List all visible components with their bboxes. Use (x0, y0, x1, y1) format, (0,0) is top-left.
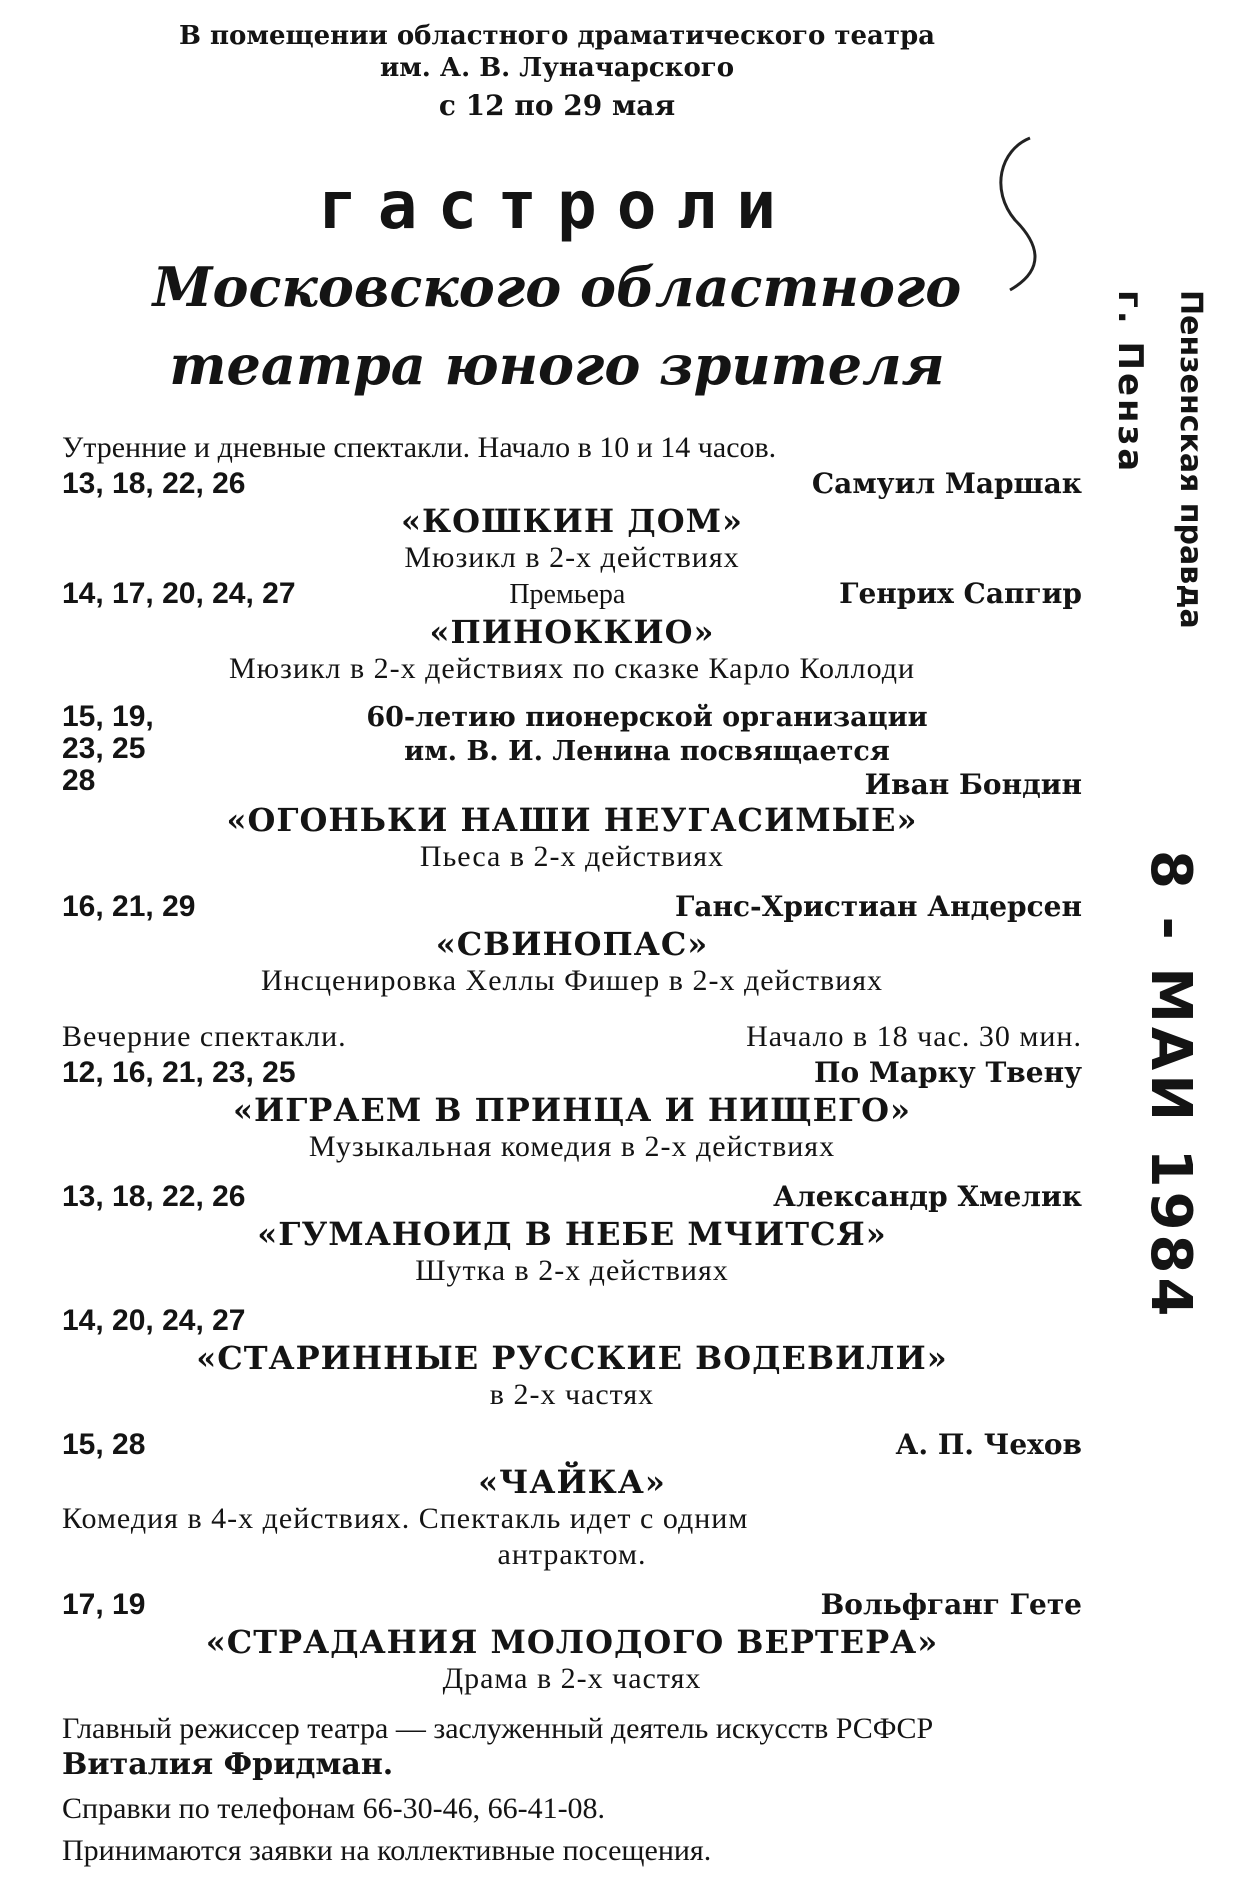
show-dates: 16, 21, 29 (62, 890, 196, 923)
show-title: «СТРАДАНИЯ МОЛОДОГО ВЕРТЕРА» (205, 1623, 939, 1661)
header-theatre-name: им. А. В. Луначарского (379, 53, 735, 83)
show-title: «ИГРАЕМ В ПРИНЦА И НИЩЕГО» (232, 1091, 912, 1129)
show-description: Шутка в 2-х действиях (415, 1254, 729, 1287)
premiere-label: Премьера (509, 579, 626, 610)
show-description: Мюзикл в 2-х действиях (404, 541, 740, 574)
footer-orders: Принимаются заявки на коллективные посещения. (62, 1834, 712, 1867)
show-title: «СВИНОПАС» (435, 925, 709, 963)
evening-intro (22, 1019, 1092, 1055)
show-author: А. П. Чехов (895, 1428, 1082, 1461)
evening-intro-left: Вечерние спектакли. (62, 1020, 347, 1053)
show-chaika (22, 1427, 1092, 1573)
show-author: Вольфганг Гете (820, 1588, 1082, 1621)
stamp-newspaper: Пензенская правда (1173, 290, 1208, 629)
show-ogonki (22, 701, 1092, 875)
show-author: Александр Хмелик (773, 1180, 1082, 1213)
evening-intro-right: Начало в 18 час. 30 мин. (746, 1020, 1082, 1053)
tour-title: гастроли (318, 167, 796, 244)
show-gumanoid (22, 1179, 1092, 1289)
show-koshkin-dom (22, 466, 1092, 576)
footer-phones: Справки по телефонам 66-30-46, 66-41-08. (62, 1792, 606, 1825)
show-title: «ГУМАНОИД В НЕБЕ МЧИТСЯ» (257, 1215, 887, 1253)
dedication-line2: им. В. И. Ленина посвящается (404, 736, 890, 767)
show-description-line2: антрактом. (497, 1538, 647, 1571)
show-description: в 2-х частях (489, 1378, 655, 1411)
show-description: Инсценировка Хеллы Фишер в 2-х действиях (260, 964, 884, 997)
show-dates: 14, 20, 24, 27 (62, 1304, 246, 1337)
morning-intro: Утренние и дневные спектакли. Начало в 10 и 14 часов. (62, 431, 777, 464)
show-author: Генрих Сапгир (839, 577, 1082, 610)
stamp-date: 8 - МАИ 1984 (1138, 850, 1203, 1321)
header-dates: с 12 по 29 мая (438, 89, 676, 122)
show-title: «СТАРИННЫЕ РУССКИЕ ВОДЕВИЛИ» (196, 1339, 948, 1377)
show-description: Пьеса в 2-х действиях (419, 840, 725, 873)
header-venue: В помещении областного драматического театра (178, 21, 936, 51)
director-text: Главный режиссер театра — заслуженный деятель искусств РСФСР (62, 1712, 934, 1745)
show-description: Мюзикл в 2-х действиях по сказке Карло Коллоди (228, 652, 916, 685)
show-dates: 13, 18, 22, 26 (62, 467, 246, 500)
show-dates: 14, 17, 20, 24, 27 (62, 577, 296, 610)
show-dates-line1: 15, 19, (62, 700, 154, 733)
show-dates: 17, 19 (62, 1588, 146, 1621)
director-name: Виталия Фридман. (62, 1747, 394, 1782)
show-dates-line2: 23, 25 (62, 732, 146, 765)
show-title: «КОШКИН ДОМ» (400, 502, 744, 540)
show-werther (22, 1587, 1092, 1697)
show-dates: 13, 18, 22, 26 (62, 1180, 246, 1213)
show-description-line1: Комедия в 4-х действиях. Спектакль идет с одним (62, 1502, 749, 1535)
show-dates: 15, 28 (62, 1428, 146, 1461)
show-author: По Марку Твену (814, 1056, 1082, 1089)
show-title: «ОГОНЬКИ НАШИ НЕУГАСИМЫЕ» (226, 801, 918, 839)
show-dates-line3: 28 (62, 764, 96, 797)
show-dates: 12, 16, 21, 23, 25 (62, 1056, 296, 1089)
newspaper-stamp (1100, 290, 1210, 1610)
announcement (22, 20, 1092, 1869)
show-pinokkio (22, 576, 1092, 687)
footer-director (22, 1711, 1092, 1783)
show-description: Музыкальная комедия в 2-х действиях (308, 1130, 836, 1163)
show-svinopas (22, 889, 1092, 999)
show-igraem-v-prinza (22, 1055, 1092, 1165)
show-title: «ЧАЙКА» (478, 1463, 666, 1501)
show-author: Ганс-Христиан Андерсен (675, 890, 1082, 923)
show-author: Самуил Маршак (811, 467, 1082, 500)
handwritten-mark-icon (970, 130, 1060, 300)
show-vodevili (22, 1303, 1092, 1413)
theatre-name-line1: Московского областного (152, 255, 962, 319)
show-author: Иван Бондин (864, 768, 1082, 801)
stamp-city: г. Пенза (1110, 290, 1150, 475)
show-description: Драма в 2-х частях (442, 1662, 702, 1695)
dedication-line1: 60-летию пионерской организации (366, 702, 928, 733)
theatre-name-line2: театра юного зрителя (169, 333, 945, 397)
show-title: «ПИНОККИО» (429, 613, 715, 651)
